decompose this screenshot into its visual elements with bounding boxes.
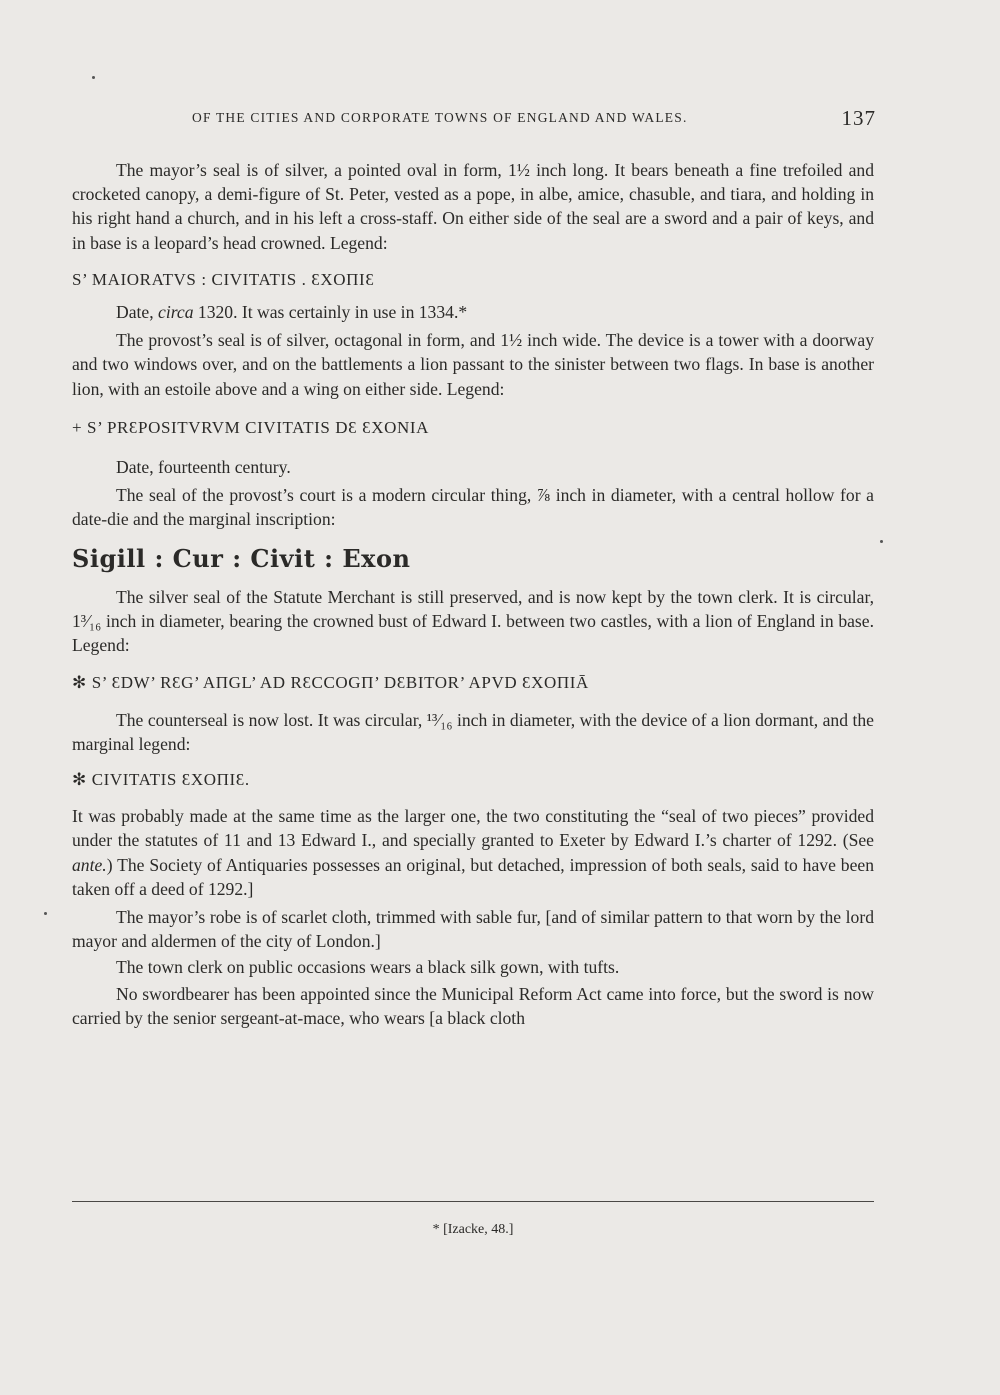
legend-statute-merchant-seal: ✻ S’ ƐDW’ RƐG’ AПGL’ AD RƐCCOGП’ DƐBITOR’ APVD ƐXOПIĀ: [72, 673, 589, 693]
two-pieces-text: It was probably made at the same time as the larger one, the two constituting the “seal of two pieces” provided under the statutes of 11 and 13 Edward I., and specially granted to Exeter by Edward I.’s charter of 1292. (See: [72, 806, 874, 851]
print-speck: [92, 76, 95, 79]
page-body: [72, 158, 874, 1030]
footnote: * [Izacke, 48.]: [432, 1222, 514, 1237]
paragraph-statute-merchant-seal: The silver seal of the Statute Merchant is still preserved, and is now kept by the town clerk. It is circular, 1³⁄₁₆ inch in diameter, bearing the crowned bust of Edward I. between two castles, with a lion of England in base. Legend:: [72, 586, 874, 656]
paragraph-counterseal: The counterseal is now lost. It was circular, ¹³⁄₁₆ inch in diameter, with the device of a lion dormant, and the marginal legend:: [72, 709, 874, 754]
ante-italic: ante.: [72, 854, 107, 875]
footnote-divider: [72, 1201, 874, 1202]
date-italic: circa: [158, 302, 194, 323]
date-text-rest: 1320. It was certainly in use in 1334.*: [193, 302, 468, 323]
paragraph-mayors-seal: The mayor’s seal is of silver, a pointed oval in form, 1½ inch long. It bears beneath a fine trefoiled and crocketed canopy, a demi-figure of St. Peter, vested as a pope, in albe, amice, chasuble, and tiara, and holding in his right hand a church, and in his left a cross-staff. On either side of the seal are a sword and a pair of keys, and in base is a leopard’s head crowned. Legend:: [72, 160, 874, 253]
two-pieces-text-rest: ) The Society of Antiquaries possesses an original, but detached, impression of both seals, said to have been taken off a deed of 1292.]: [72, 854, 874, 899]
running-head: OF THE CITIES AND CORPORATE TOWNS OF ENGLAND AND WALES.: [192, 110, 688, 125]
page-number: 137: [841, 106, 876, 130]
paragraph-town-clerk: The town clerk on public occasions wears a black silk gown, with tufts.: [116, 957, 620, 978]
paragraph-date-mayors-seal: [72, 300, 874, 324]
print-speck: [880, 540, 883, 543]
legend-counterseal: ✻ CIVITATIS ƐXOПIƐ.: [72, 770, 250, 790]
paragraph-swordbearer: No swordbearer has been appointed since the Municipal Reform Act came into force, but the sword is now carried by the senior sergeant-at-mace, who wears [a black cloth: [72, 983, 874, 1028]
print-speck: [44, 912, 47, 915]
legend-provosts-court-seal: Sigill : Cur : Civit : Exon: [72, 543, 411, 573]
legend-provosts-seal: + S’ PRƐPOSITVRVM CIVITATIS DƐ ƐXONIA: [72, 417, 430, 437]
paragraph-seal-of-two-pieces: [72, 804, 874, 901]
paragraph-date-provosts-seal: Date, fourteenth century.: [116, 457, 291, 478]
paragraph-mayors-robe: The mayor’s robe is of scarlet cloth, trimmed with sable fur, [and of similar pattern to that worn by the lord mayor and aldermen of the city of London.]: [72, 907, 874, 952]
date-text: Date,: [116, 302, 159, 323]
legend-mayors-seal: S’ MAIORATVS : CIVITATIS . ƐXOПIƐ: [72, 269, 375, 289]
paragraph-provosts-court-seal: The seal of the provost’s court is a modern circular thing, ⅞ inch in diameter, with a central hollow for a date-die and the marginal inscription:: [72, 485, 874, 530]
page-header: [72, 106, 876, 136]
paragraph-provosts-seal: The provost’s seal is of silver, octagonal in form, and 1½ inch wide. The device is a tower with a doorway and two windows over, and on the battlements a lion passant to the sinister between two flags. In base is another lion, with an estoile above and a wing on either side. Legend:: [72, 330, 874, 399]
